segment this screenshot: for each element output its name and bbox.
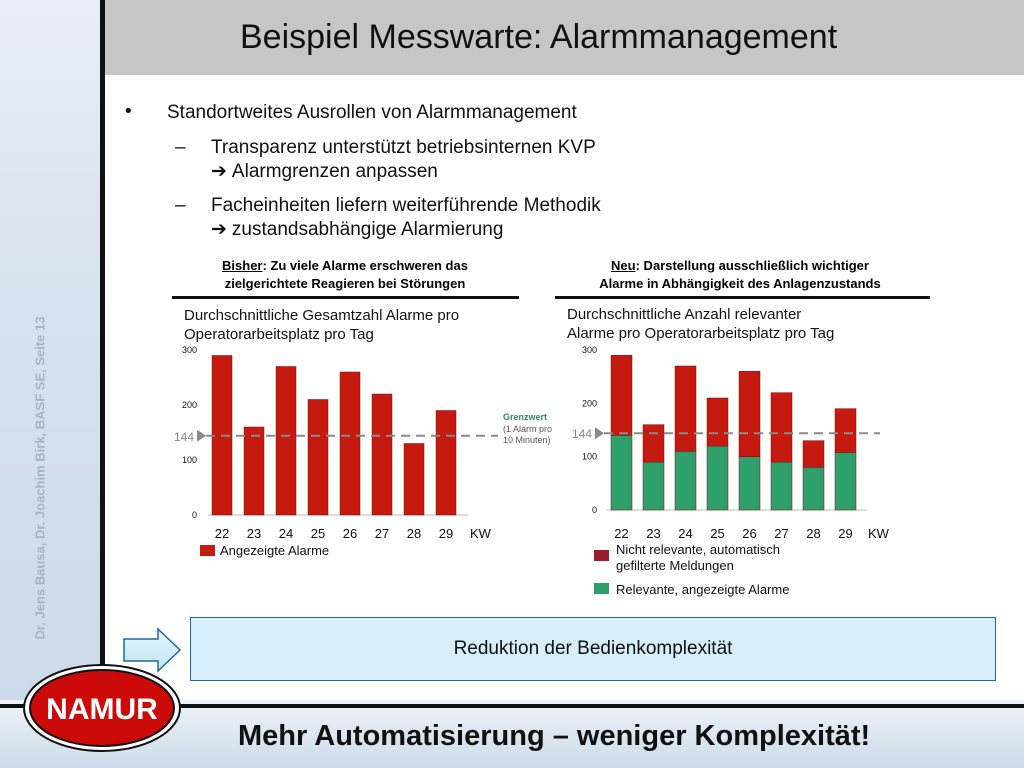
threshold-value-label: 144 xyxy=(571,427,592,442)
bullet-main-text: Standortweites Ausrollen von Alarmmanagement xyxy=(167,102,577,123)
x-tick-label: 24 xyxy=(278,526,294,541)
x-tick-label: 26 xyxy=(342,526,358,541)
slide-title: Beispiel Messwarte: Alarmmanagement xyxy=(240,18,838,56)
right-arrow-icon: ➔ xyxy=(211,219,227,240)
sub-bullet-1-text: Transparenz unterstützt betriebsinternen KVP xyxy=(211,137,596,158)
threshold-label xyxy=(503,412,552,445)
bar xyxy=(643,462,664,510)
x-tick-label: 23 xyxy=(646,526,661,541)
right-panel-rule xyxy=(555,296,930,299)
legend-swatch-red xyxy=(200,545,215,556)
x-tick-label: 29 xyxy=(838,526,853,541)
right-panel-head-rest: : Darstellung ausschließlich wichtiger xyxy=(635,258,869,273)
reduction-box xyxy=(190,617,996,681)
y-tick-label: 0 xyxy=(591,505,597,515)
bar xyxy=(835,409,856,453)
x-tick-label: 22 xyxy=(614,526,629,541)
x-tick-label: 26 xyxy=(742,526,757,541)
bar xyxy=(675,366,696,451)
sub-bullet-1-arrow-line xyxy=(211,160,601,184)
bar xyxy=(803,441,824,468)
bullet-list xyxy=(125,102,601,242)
bar xyxy=(404,444,424,516)
threshold-label-line3: 10 Minuten) xyxy=(503,435,551,445)
x-tick-label: 25 xyxy=(310,526,326,541)
bar xyxy=(276,367,296,516)
bar xyxy=(643,425,664,462)
left-chart-caption: Durchschnittliche Gesamtzahl Alarme pro Operatorarbeitsplatz pro Tag xyxy=(184,307,460,343)
threshold-label-line2: (1 Alarm pro xyxy=(503,424,553,434)
legend-swatch-green xyxy=(594,583,609,594)
bullet-main xyxy=(125,102,601,124)
x-tick-label: 29 xyxy=(438,526,454,541)
dash: – xyxy=(175,195,186,216)
left-panel-head-line2: zielgerichtete Reagieren bei Störungen xyxy=(224,276,466,291)
right-arrow-icon: ➔ xyxy=(211,161,227,182)
x-axis-label: KW xyxy=(470,526,491,541)
sub-bullet-2-arrow-line xyxy=(211,218,601,242)
author-footer-vertical: Dr. Jens Bausa, Dr. Joachim Birk, BASF SE, Seite 13 xyxy=(32,316,48,640)
reduction-text: Reduktion der Bedienkomplexität xyxy=(453,638,733,659)
bar xyxy=(611,435,632,510)
left-rule xyxy=(100,0,105,768)
y-tick-label: 100 xyxy=(181,455,197,465)
bar xyxy=(675,451,696,510)
bar xyxy=(739,371,760,456)
bar xyxy=(707,398,728,446)
left-band xyxy=(0,0,100,768)
x-tick-label: 27 xyxy=(374,526,390,541)
left-panel-heading xyxy=(180,257,510,293)
dash: – xyxy=(175,137,186,158)
sub-bullet-2-text: Facheinheiten liefern weiterführende Methodik xyxy=(211,195,601,216)
sub-bullet-2-arrow-text: zustandsabhängige Alarmierung xyxy=(231,219,504,240)
bar xyxy=(771,393,792,462)
bar xyxy=(372,394,392,515)
left-panel-rule xyxy=(172,296,519,299)
slogan: Mehr Automatisierung – weniger Komplexität! xyxy=(238,720,871,752)
right-chart-caption: Durchschnittliche Anzahl relevanter Alarme pro Operatorarbeitsplatz pro Tag xyxy=(567,306,835,342)
bar xyxy=(739,457,760,510)
right-panel-heading xyxy=(560,257,920,293)
threshold-label-line1: Grenzwert xyxy=(503,412,548,422)
bar xyxy=(436,411,456,516)
y-tick-label: 100 xyxy=(581,451,597,462)
left-legend xyxy=(200,543,329,559)
bar xyxy=(707,446,728,510)
bar xyxy=(308,400,328,516)
legend-shown-alarms: Angezeigte Alarme xyxy=(220,543,330,558)
threshold-marker-icon xyxy=(197,430,206,442)
bar xyxy=(771,462,792,510)
y-tick-label: 300 xyxy=(581,345,597,355)
left-bar-chart xyxy=(174,345,498,541)
bar xyxy=(340,372,360,515)
legend-swatch-darkred xyxy=(594,550,609,561)
bar xyxy=(803,467,824,510)
right-legend-filtered: Nicht relevante, automatisch gefilterte Meldungen xyxy=(594,542,780,574)
left-panel-label: Bisher xyxy=(222,258,263,273)
bar xyxy=(212,356,232,516)
x-tick-label: 27 xyxy=(774,526,789,541)
threshold-value-label: 144 xyxy=(173,429,194,444)
x-tick-label: 22 xyxy=(214,526,230,541)
y-tick-label: 200 xyxy=(181,400,197,410)
x-tick-label: 25 xyxy=(710,526,725,541)
namur-logo xyxy=(22,663,182,753)
right-stacked-bar-chart xyxy=(572,345,890,541)
bullet-dot: • xyxy=(125,101,132,122)
sub-bullet-1 xyxy=(125,136,601,184)
bar xyxy=(835,452,856,510)
bar xyxy=(244,427,264,515)
right-panel-head-line2: Alarme in Abhängigkeit des Anlagenzustands xyxy=(599,276,881,291)
x-axis-label: KW xyxy=(868,526,889,541)
x-tick-label: 28 xyxy=(406,526,422,541)
threshold-marker-icon xyxy=(595,427,604,439)
y-tick-label: 200 xyxy=(581,398,597,409)
x-tick-label: 23 xyxy=(246,526,262,541)
left-panel-head-rest: : Zu viele Alarme erschweren das xyxy=(262,258,468,273)
y-tick-label: 300 xyxy=(181,345,197,355)
right-legend-relevant: Relevante, angezeigte Alarme xyxy=(594,582,789,598)
y-tick-label: 0 xyxy=(191,510,197,520)
bar xyxy=(611,355,632,435)
sub-bullet-2 xyxy=(125,194,601,242)
logo-text: NAMUR xyxy=(46,693,158,726)
right-panel-label: Neu xyxy=(611,258,636,273)
x-tick-label: 24 xyxy=(678,526,693,541)
x-tick-label: 28 xyxy=(806,526,821,541)
sub-bullet-1-arrow-text: Alarmgrenzen anpassen xyxy=(231,161,438,182)
